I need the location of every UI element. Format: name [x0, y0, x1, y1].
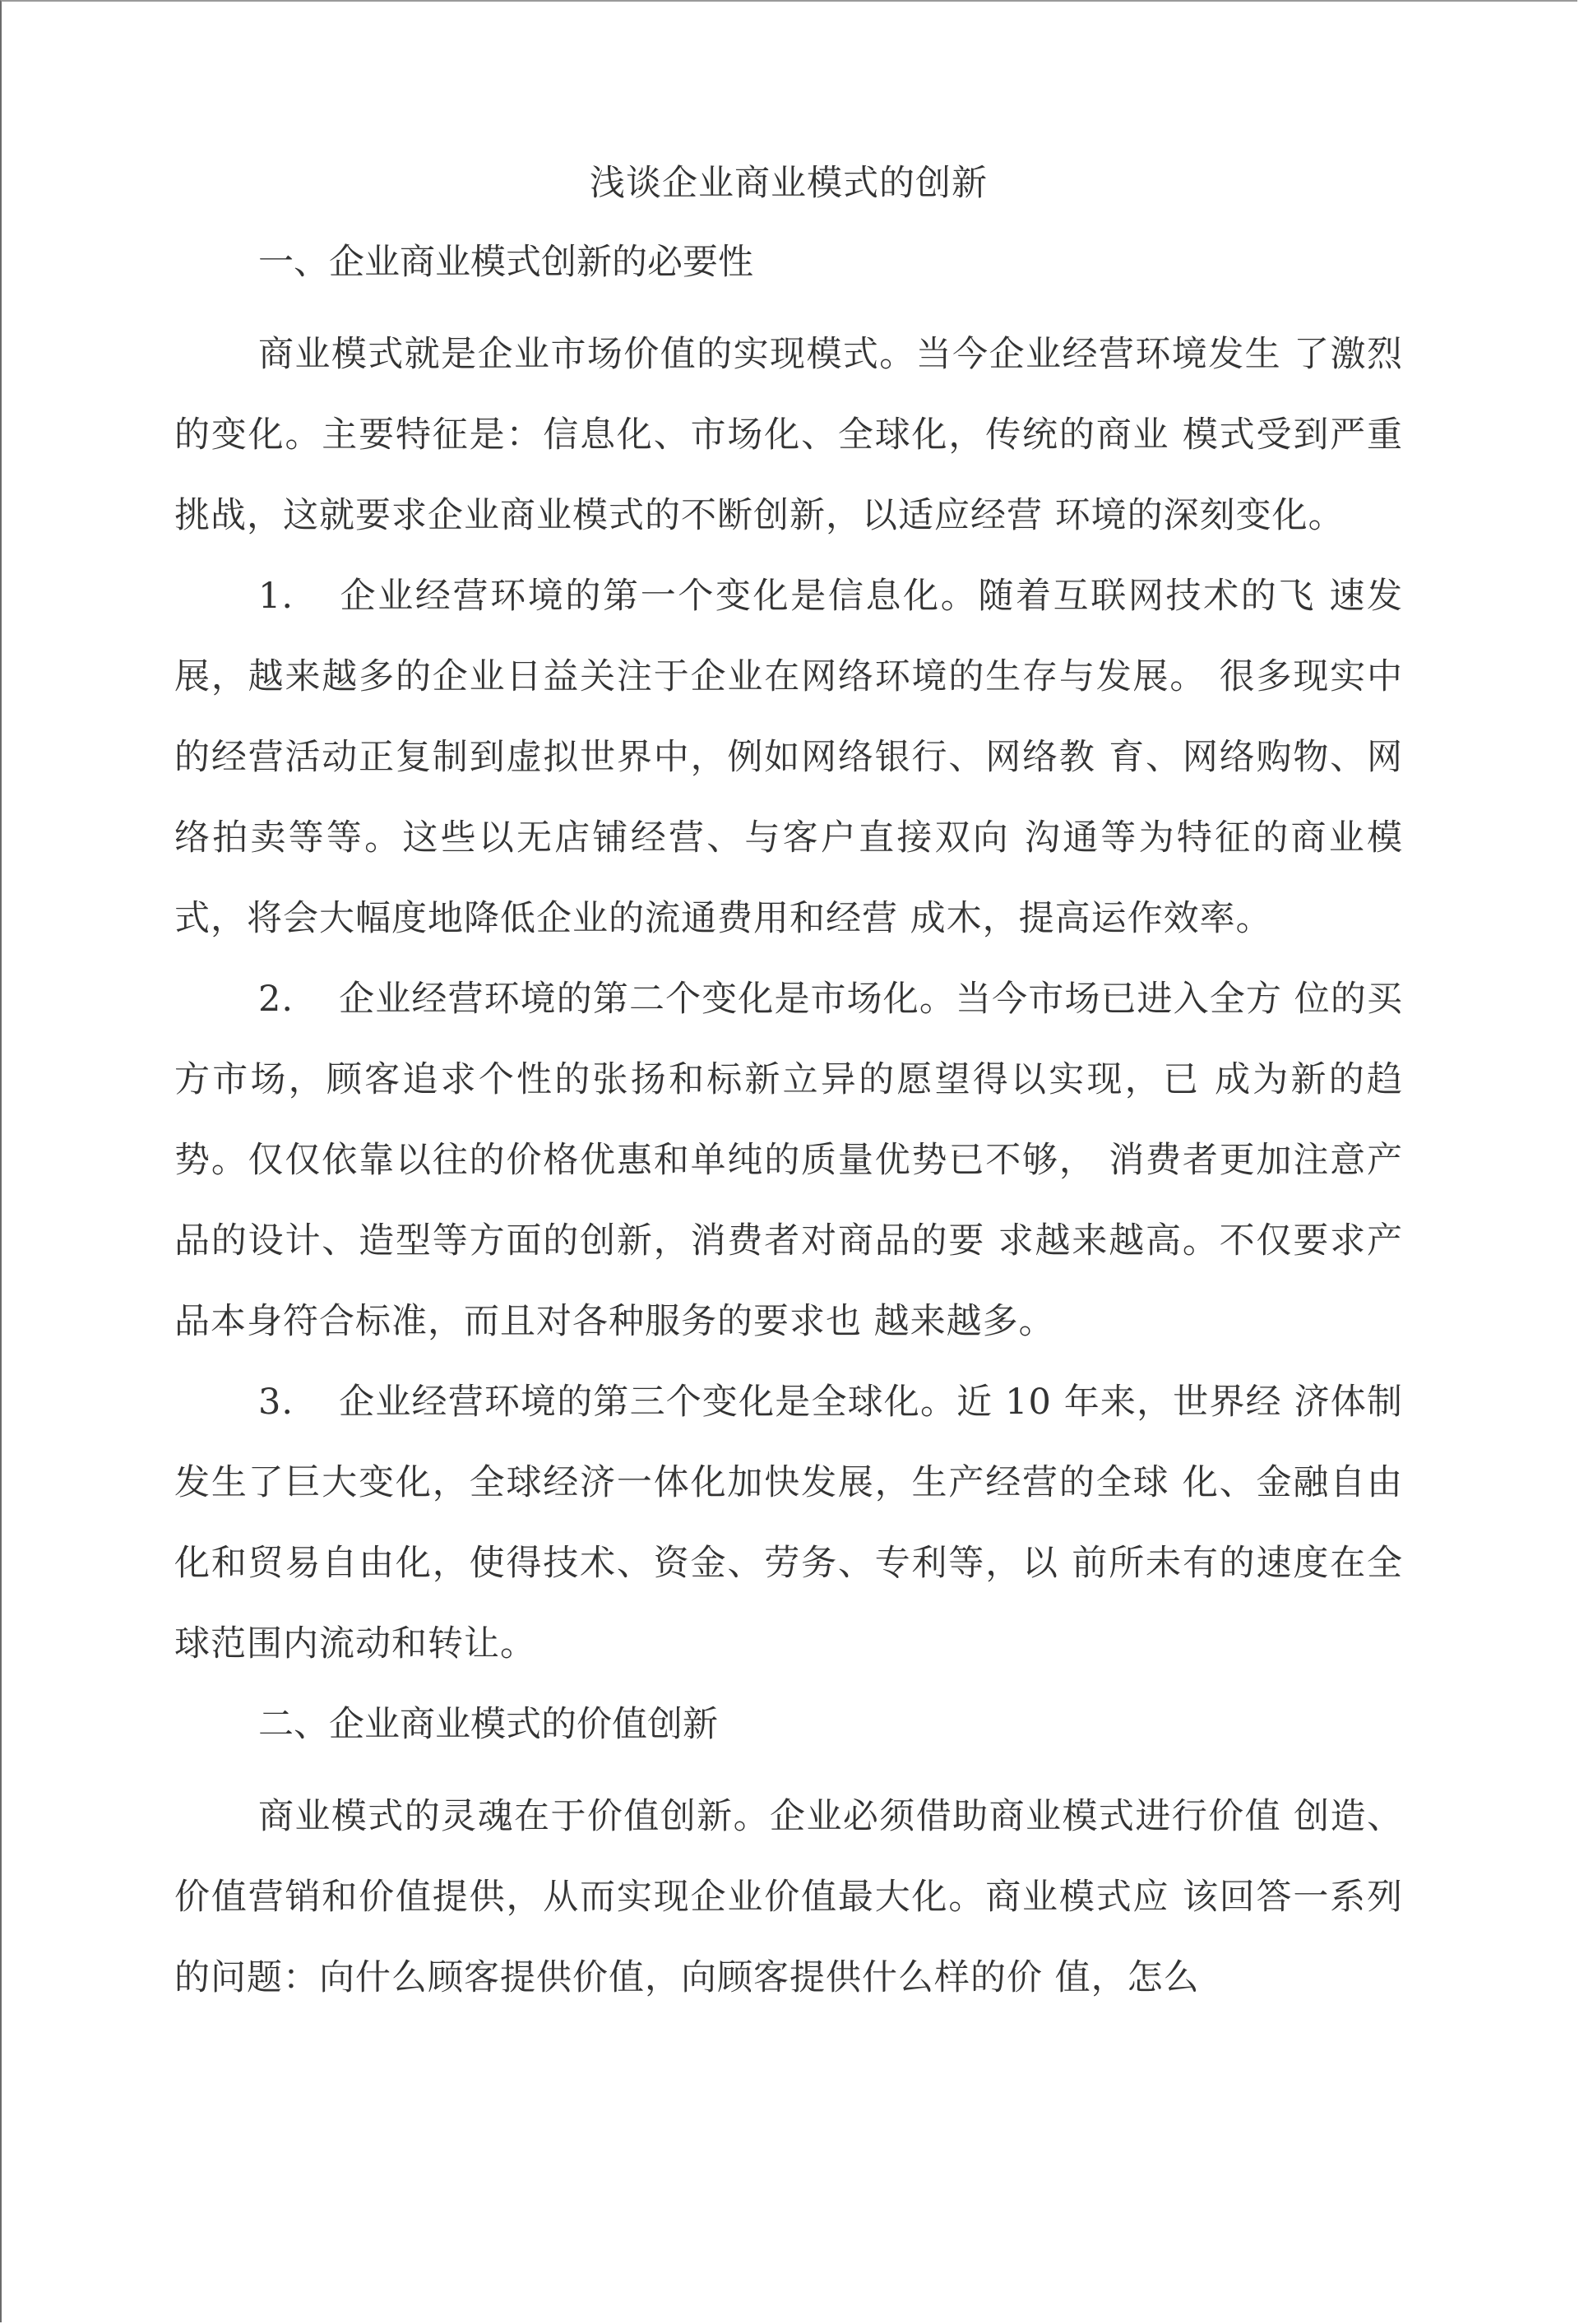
- list-item-text: 企业经营环境的第一个变化是信息化。随着互联网技术的飞 速发展，越来越多的企业日益关注于企业在网络环境的生存与发展。 很多现实中的经营活动正复制到虚拟世界中，例如网络银行、网络教 育、网络购物、网络拍卖等等。这些以无店铺经营、与客户直接双向 沟通等为特征的商业模式，将会大幅度地降低企业的流通费用和经营 成木，提高运作效率。: [174, 576, 1403, 939]
- list-item-text: 企业经营环境的第三个变化是全球化。近 10 年来，世界经 济体制发生了巨大变化，全球经济一体化加快发展，生产经营的全球 化、金融自由化和贸易自由化，使得技术、资金、劳务、专利等，以 前所未有的速度在全球范围内流动和转让。: [174, 1382, 1403, 1664]
- section2-paragraph: 商业模式的灵魂在于价值创新。企业必须借助商业模式进行价值 创造、价值营销和价值提供，从而实现企业价值最大化。商业模式应 该回答一系列的问题：向什么顾客提供价值，向顾客提供什么样的价 值，怎么: [174, 1796, 1403, 1998]
- list-item-number: 1.: [258, 576, 294, 617]
- list-item-number: 3.: [258, 1382, 294, 1423]
- list-item-1: [174, 556, 1403, 959]
- intro-paragraph: 商业模式就是企业市场价值的实现模式。当今企业经营环境发生 了激烈的变化。主要特征是：信息化、市场化、全球化，传统的商业 模式受到严重挑战，这就要求企业商业模式的不断创新，以适应经营 环境的深刻变化。: [174, 334, 1403, 536]
- list-item-number: 2.: [258, 979, 294, 1020]
- document-title: 浅谈企业商业模式的创新: [590, 163, 988, 204]
- document-body: [174, 155, 1403, 2018]
- list-item-text: 企业经营环境的第二个变化是市场化。当今市场已进入全方 位的买方市场，顾客追求个性的张扬和标新立异的愿望得以实现，已 成为新的趋势。仅仅依靠以往的价格优惠和单纯的质量优势已不够， 消费者更加注意产品的设计、造型等方面的创新，消费者对商品的要 求越来越高。不仅要求产品本身符合标准，而且对各种服务的要求也 越来越多。: [174, 979, 1403, 1342]
- section-heading-2: 二、企业商业模式的价值创新: [258, 1704, 718, 1745]
- list-item-2: [174, 959, 1403, 1362]
- section-heading-1: 一、企业商业模式创新的必要性: [258, 242, 753, 283]
- list-item-3: [174, 1362, 1403, 1684]
